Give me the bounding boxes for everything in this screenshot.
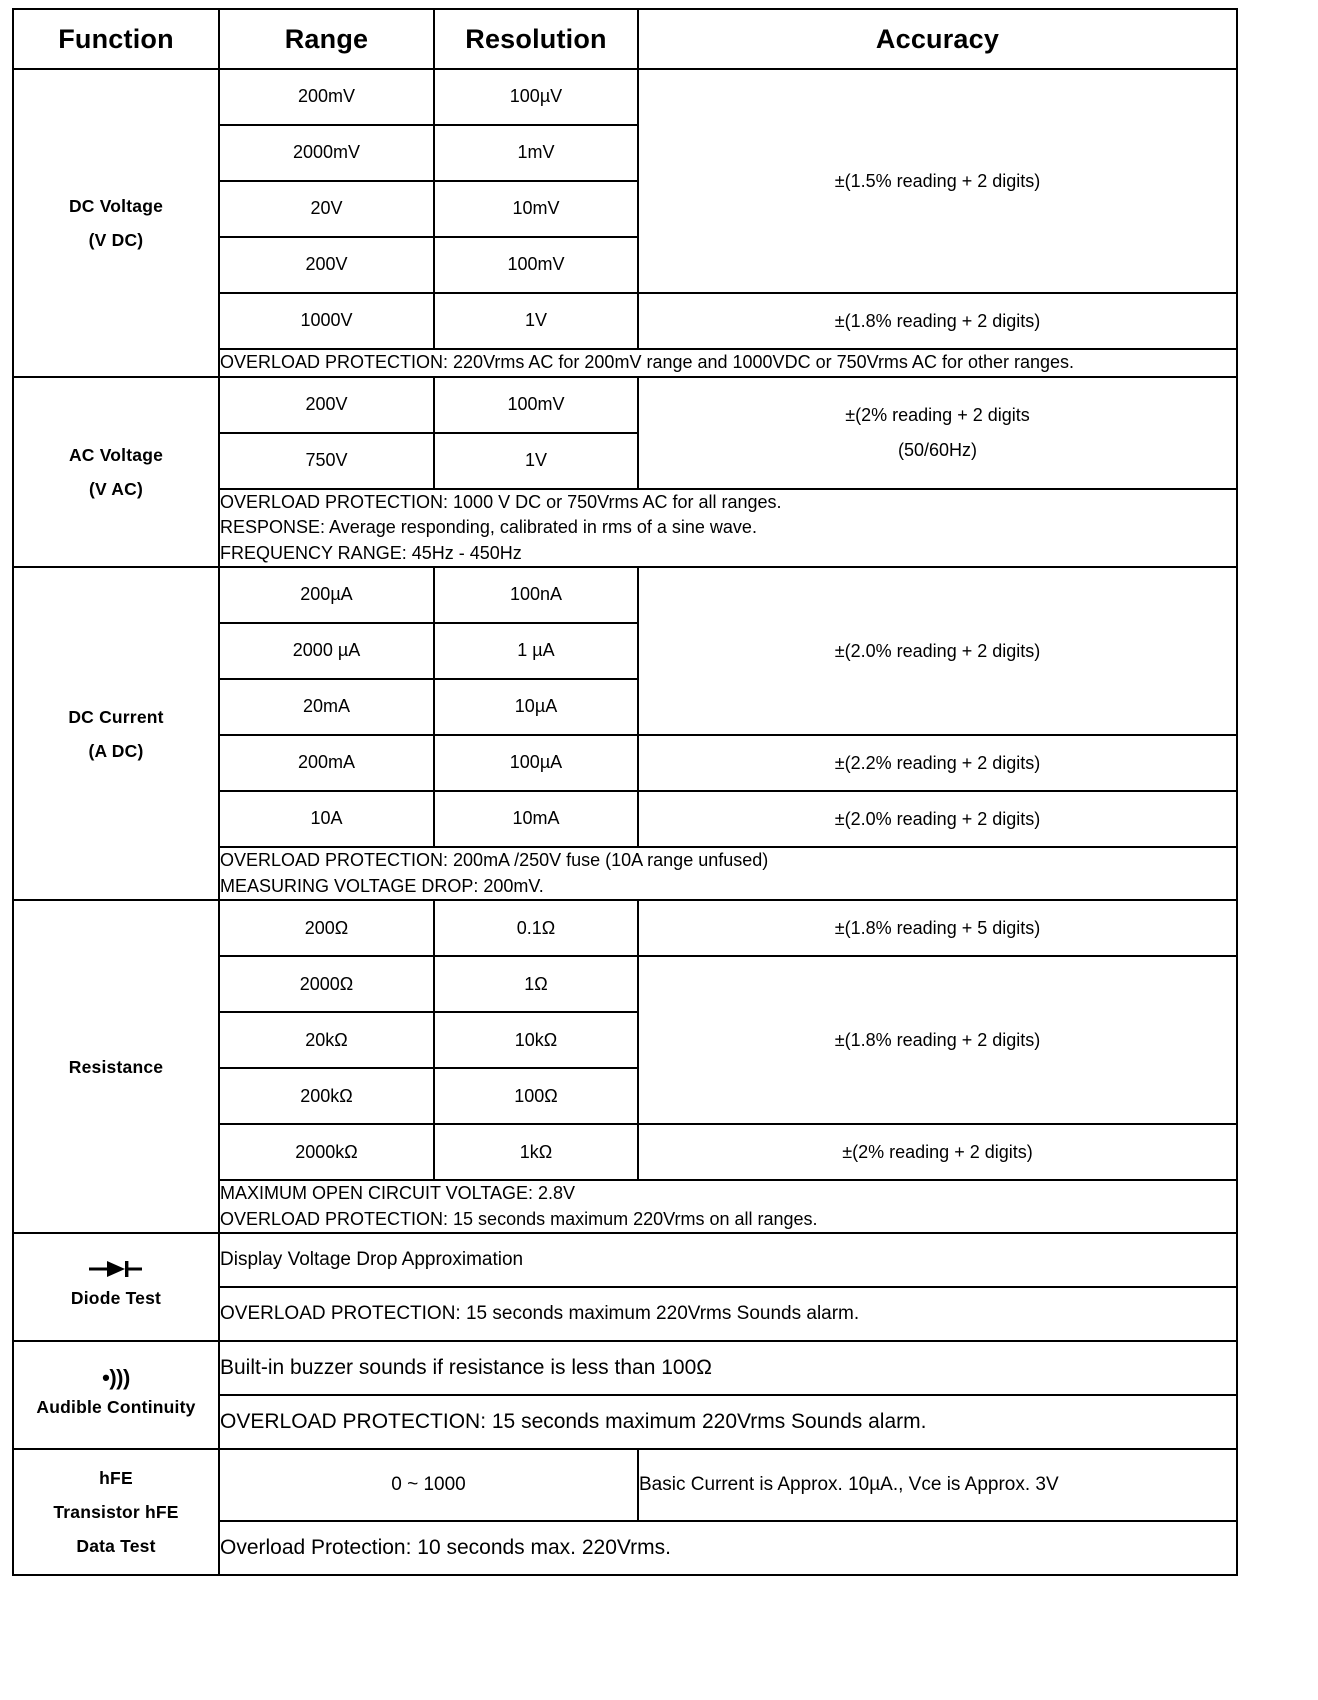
accuracy-value bbox=[638, 900, 1237, 956]
function-label-diode: Diode Test bbox=[70, 1288, 162, 1309]
diode-description: Display Voltage Drop Approximation bbox=[219, 1233, 1237, 1287]
buzzer-sound-icon: •))) bbox=[102, 1365, 130, 1391]
hfe-note: Overload Protection: 10 seconds max. 220Vrms. bbox=[219, 1521, 1237, 1575]
resolution-value: 1 µA bbox=[434, 623, 638, 679]
range-value: 200kΩ bbox=[219, 1068, 434, 1124]
accuracy-value bbox=[638, 791, 1237, 847]
notes-cell-ac-voltage bbox=[219, 489, 1237, 568]
table-row-continuity-description bbox=[13, 1341, 1237, 1395]
accuracy-main-text: ±(2.0% reading + 2 digits) bbox=[834, 809, 1041, 830]
resolution-value: 100mV bbox=[434, 237, 638, 293]
range-value: 2000Ω bbox=[219, 956, 434, 1012]
function-cell-resistance bbox=[13, 900, 219, 1233]
function-label-line2: (V AC) bbox=[88, 478, 144, 499]
table-row-hfe bbox=[13, 1449, 1237, 1521]
accuracy-main-text: ±(1.8% reading + 2 digits) bbox=[834, 310, 1041, 331]
accuracy-main-text: ±(2% reading + 2 digits bbox=[845, 405, 1030, 426]
range-value: 750V bbox=[219, 433, 434, 489]
function-cell-diode-test bbox=[13, 1233, 219, 1341]
function-label-line1: DC Current bbox=[68, 706, 164, 727]
resolution-value: 10µA bbox=[434, 679, 638, 735]
table-row bbox=[13, 69, 1237, 125]
function-label-line1: AC Voltage bbox=[68, 444, 164, 465]
range-value: 200µA bbox=[219, 567, 434, 623]
function-label-continuity: Audible Continuity bbox=[36, 1397, 196, 1418]
function-label-hfe-line1: hFE bbox=[99, 1468, 133, 1489]
notes-cell-dc-voltage bbox=[219, 349, 1237, 377]
resolution-value: 1mV bbox=[434, 125, 638, 181]
hfe-condition: Basic Current is Approx. 10µA., Vce is Approx. 3V bbox=[638, 1449, 1237, 1521]
range-value: 200mA bbox=[219, 735, 434, 791]
continuity-note: OVERLOAD PROTECTION: 15 seconds maximum 220Vrms Sounds alarm. bbox=[219, 1395, 1237, 1449]
table-header-row bbox=[13, 9, 1237, 69]
resolution-value: 100µV bbox=[434, 69, 638, 125]
table-row-diode-description bbox=[13, 1233, 1237, 1287]
table-row bbox=[13, 567, 1237, 623]
table-body bbox=[13, 9, 1237, 1575]
function-cell-hfe bbox=[13, 1449, 219, 1575]
header-accuracy: Accuracy bbox=[638, 9, 1237, 69]
accuracy-main-text: ±(2.2% reading + 2 digits) bbox=[834, 753, 1041, 774]
resolution-value: 10mA bbox=[434, 791, 638, 847]
resolution-value: 0.1Ω bbox=[434, 900, 638, 956]
function-cell-audible-continuity bbox=[13, 1341, 219, 1449]
range-value: 20kΩ bbox=[219, 1012, 434, 1068]
range-value: 200Ω bbox=[219, 900, 434, 956]
function-label-line1: Resistance bbox=[68, 1056, 164, 1077]
resolution-value: 1Ω bbox=[434, 956, 638, 1012]
range-value: 20mA bbox=[219, 679, 434, 735]
notes-cell-resistance bbox=[219, 1180, 1237, 1233]
range-value: 2000kΩ bbox=[219, 1124, 434, 1180]
resolution-value: 100Ω bbox=[434, 1068, 638, 1124]
header-function: Function bbox=[13, 9, 219, 69]
continuity-description: Built-in buzzer sounds if resistance is less than 100Ω bbox=[219, 1341, 1237, 1395]
multimeter-specification-table bbox=[12, 8, 1238, 1576]
range-value: 1000V bbox=[219, 293, 434, 349]
accuracy-main-text: ±(1.8% reading + 2 digits) bbox=[834, 1030, 1041, 1051]
range-value: 2000 µA bbox=[219, 623, 434, 679]
header-resolution: Resolution bbox=[434, 9, 638, 69]
range-value: 200V bbox=[219, 377, 434, 433]
resolution-value: 100nA bbox=[434, 567, 638, 623]
resolution-value: 1V bbox=[434, 293, 638, 349]
function-label-line2: (V DC) bbox=[88, 229, 144, 250]
note-line: MEASURING VOLTAGE DROP: 200mV. bbox=[220, 875, 544, 896]
note-line: OVERLOAD PROTECTION: 15 seconds maximum 220Vrms on all ranges. bbox=[220, 1208, 818, 1229]
function-cell-ac-voltage bbox=[13, 377, 219, 568]
resolution-value: 10mV bbox=[434, 181, 638, 237]
accuracy-value bbox=[638, 377, 1237, 489]
function-cell-dc-current bbox=[13, 567, 219, 900]
note-line: MAXIMUM OPEN CIRCUIT VOLTAGE: 2.8V bbox=[220, 1183, 576, 1204]
specification-sheet bbox=[0, 8, 1318, 1700]
range-value: 200V bbox=[219, 237, 434, 293]
table-row bbox=[13, 377, 1237, 433]
diode-icon bbox=[87, 1259, 145, 1279]
accuracy-value bbox=[638, 735, 1237, 791]
accuracy-subtext: (50/60Hz) bbox=[897, 439, 978, 460]
resolution-value: 10kΩ bbox=[434, 1012, 638, 1068]
accuracy-value bbox=[638, 69, 1237, 293]
resolution-value: 100mV bbox=[434, 377, 638, 433]
resolution-value: 1kΩ bbox=[434, 1124, 638, 1180]
accuracy-value bbox=[638, 1124, 1237, 1180]
header-range: Range bbox=[219, 9, 434, 69]
note-line: FREQUENCY RANGE: 45Hz - 450Hz bbox=[220, 542, 522, 563]
diode-note: OVERLOAD PROTECTION: 15 seconds maximum 220Vrms Sounds alarm. bbox=[219, 1287, 1237, 1341]
resolution-value: 1V bbox=[434, 433, 638, 489]
range-value: 20V bbox=[219, 181, 434, 237]
function-label-hfe-line3: Data Test bbox=[76, 1536, 156, 1557]
notes-cell-dc-current bbox=[219, 847, 1237, 900]
accuracy-main-text: ±(2% reading + 2 digits) bbox=[842, 1142, 1033, 1163]
accuracy-value bbox=[638, 567, 1237, 735]
function-cell-dc-voltage bbox=[13, 69, 219, 377]
function-label-hfe-line2: Transistor hFE bbox=[53, 1502, 179, 1523]
range-value: 200mV bbox=[219, 69, 434, 125]
accuracy-value bbox=[638, 293, 1237, 349]
accuracy-main-text: ±(1.8% reading + 5 digits) bbox=[834, 918, 1041, 939]
range-value: 2000mV bbox=[219, 125, 434, 181]
note-line: OVERLOAD PROTECTION: 220Vrms AC for 200mV range and 1000VDC or 750Vrms AC for other ranges. bbox=[220, 352, 1075, 372]
note-line: RESPONSE: Average responding, calibrated in rms of a sine wave. bbox=[220, 517, 757, 538]
range-value: 10A bbox=[219, 791, 434, 847]
accuracy-main-text: ±(1.5% reading + 2 digits) bbox=[834, 170, 1041, 191]
note-line: OVERLOAD PROTECTION: 1000 V DC or 750Vrms AC for all ranges. bbox=[220, 491, 782, 512]
accuracy-main-text: ±(2.0% reading + 2 digits) bbox=[834, 641, 1041, 662]
function-label-line1: DC Voltage bbox=[68, 195, 164, 216]
note-line: OVERLOAD PROTECTION: 200mA /250V fuse (10A range unfused) bbox=[220, 850, 769, 871]
function-label-line2: (A DC) bbox=[88, 740, 144, 761]
hfe-range-value: 0 ~ 1000 bbox=[219, 1449, 638, 1521]
resolution-value: 100µA bbox=[434, 735, 638, 791]
accuracy-value bbox=[638, 956, 1237, 1124]
table-row bbox=[13, 900, 1237, 956]
